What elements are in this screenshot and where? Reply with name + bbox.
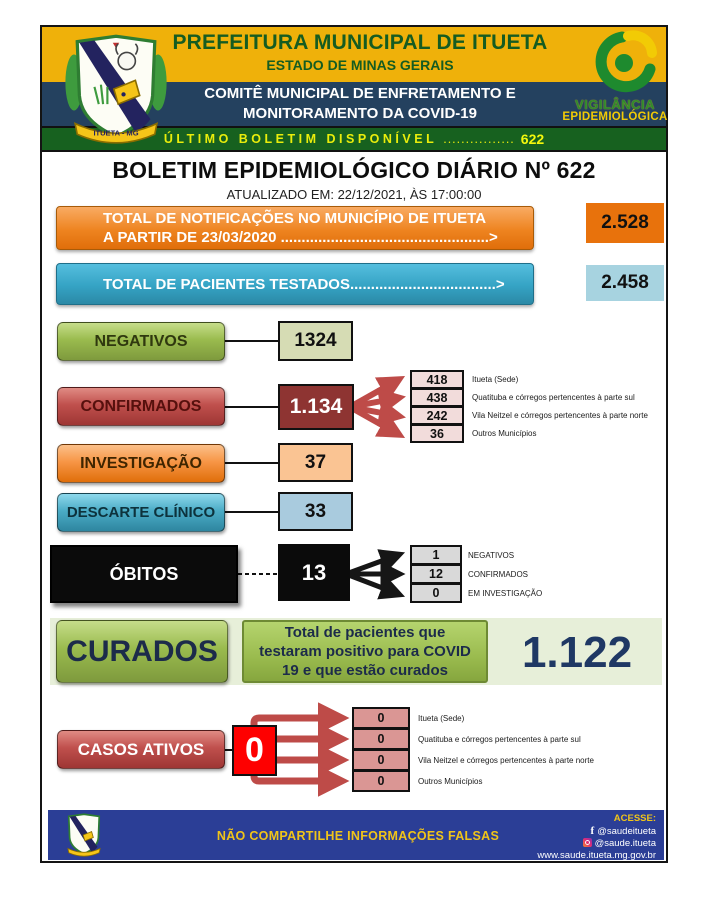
obitos-confirmados-value: 12 — [410, 564, 462, 584]
vigilancia-logo-icon — [566, 27, 666, 97]
footer-links — [456, 813, 656, 862]
committee-line2: MONITORAMENTO DA COVID-19 — [243, 105, 477, 122]
confirmados-vila-neitzel-label: Vila Neitzel e córregos pertencentes à parte norte — [472, 411, 648, 420]
confirmados-quatituba-label: Quatituba e córregos pertencentes à parte sul — [472, 393, 635, 402]
footer-website: www.saude.itueta.mg.gov.br — [537, 850, 656, 861]
descarte-clinico-button: DESCARTE CLÍNICO — [57, 493, 225, 532]
casos-outros-value: 0 — [352, 770, 410, 792]
itueta-crest-icon — [62, 33, 170, 145]
total-notifications-value: 2.528 — [586, 203, 664, 243]
confirmados-itueta-label: Itueta (Sede) — [472, 375, 519, 384]
facebook-handle: @saudeitueta — [597, 826, 656, 837]
total-notifications-line1: TOTAL DE NOTIFICAÇÕES NO MUNICÍPIO DE ITUETA — [103, 210, 487, 227]
curados-button: CURADOS — [56, 620, 228, 683]
confirmados-outros-label: Outros Municípios — [472, 429, 537, 438]
confirmados-outros-value: 36 — [410, 424, 464, 443]
instagram-handle: @saude.itueta — [594, 838, 656, 849]
header-titles — [160, 31, 560, 73]
committee-line1: COMITÊ MUNICIPAL DE ENFRETAMENTO E — [204, 85, 516, 102]
bulletin-frame — [40, 25, 668, 863]
obitos-negativos-value: 1 — [410, 545, 462, 565]
confirmados-vila-neitzel-value: 242 — [410, 406, 464, 425]
curados-value: 1.122 — [521, 628, 633, 677]
casos-vila-neitzel-label: Vila Neitzel e córregos pertencentes à parte norte — [418, 756, 594, 765]
casos-vila-neitzel-value: 0 — [352, 749, 410, 771]
total-notifications-bar — [56, 206, 534, 250]
curados-description: Total de pacientes que testaram positivo para COVID 19 e que estão curados — [242, 620, 488, 683]
footer-instagram-row — [456, 838, 656, 850]
negativos-button: NEGATIVOS — [57, 322, 225, 361]
confirmados-itueta-value: 418 — [410, 370, 464, 389]
obitos-confirmados-label: CONFIRMADOS — [468, 570, 528, 579]
casos-quatituba-label: Quatituba e córregos pertencentes à parte sul — [418, 735, 581, 744]
obitos-investigacao-value: 0 — [410, 583, 462, 603]
negativos-value: 1324 — [278, 321, 353, 361]
bulletin-updated: ATUALIZADO EM: 22/12/2021, ÀS 17:00:00 — [226, 187, 482, 202]
confirmados-value: 1.134 — [278, 384, 354, 430]
casos-ativos-value: 0 — [232, 725, 277, 776]
committee-title — [160, 84, 560, 124]
vigilancia-label-line1: VIGILÂNCIA — [574, 97, 656, 112]
investigacao-value: 37 — [278, 443, 353, 482]
footer-access-label: ACESSE: — [613, 813, 656, 824]
total-tested-value: 2.458 — [586, 265, 664, 301]
confirmados-quatituba-value: 438 — [410, 388, 464, 407]
total-tested-label: TOTAL DE PACIENTES TESTADOS...................................> — [103, 275, 505, 293]
footer-crest-icon — [62, 813, 106, 857]
last-bulletin-label: ÚLTIMO BOLETIM DISPONÍVEL — [163, 132, 438, 146]
total-notifications-line2: A PARTIR DE 23/03/2020 ..................................................> — [103, 229, 498, 246]
vigilancia-label-line2: EPIDEMIOLÓGICA — [562, 111, 668, 123]
estado-subtitle: ESTADO DE MINAS GERAIS — [266, 57, 454, 73]
confirmados-button: CONFIRMADOS — [57, 387, 225, 426]
casos-itueta-label: Itueta (Sede) — [418, 714, 465, 723]
obitos-button: ÓBITOS — [50, 545, 238, 603]
prefeitura-title: PREFEITURA MUNICIPAL DE ITUETA — [172, 31, 548, 54]
casos-itueta-value: 0 — [352, 707, 410, 729]
last-bulletin-number: 622 — [520, 131, 545, 147]
footer-bar — [48, 810, 664, 860]
casos-ativos-button: CASOS ATIVOS — [57, 730, 225, 769]
obitos-value: 13 — [278, 544, 350, 601]
bulletin-title: BOLETIM EPIDEMIOLÓGICO DIÁRIO Nº 622 — [112, 157, 596, 183]
descarte-clinico-value: 33 — [278, 492, 353, 531]
crest-caption: ITUETA - MG — [93, 128, 139, 138]
total-tested-bar — [56, 263, 534, 305]
obitos-negativos-label: NEGATIVOS — [468, 551, 515, 560]
instagram-icon — [583, 838, 592, 847]
obitos-investigacao-label: EM INVESTIGAÇÃO — [468, 589, 543, 598]
footer-facebook-row — [456, 825, 656, 838]
footer-warning: NÃO COMPARTILHE INFORMAÇÕES FALSAS — [216, 829, 500, 843]
casos-outros-label: Outros Municípios — [418, 777, 483, 786]
casos-quatituba-value: 0 — [352, 728, 410, 750]
last-bulletin-dots: ................ — [443, 132, 515, 146]
facebook-icon: f — [590, 825, 595, 837]
investigacao-button: INVESTIGAÇÃO — [57, 444, 225, 483]
